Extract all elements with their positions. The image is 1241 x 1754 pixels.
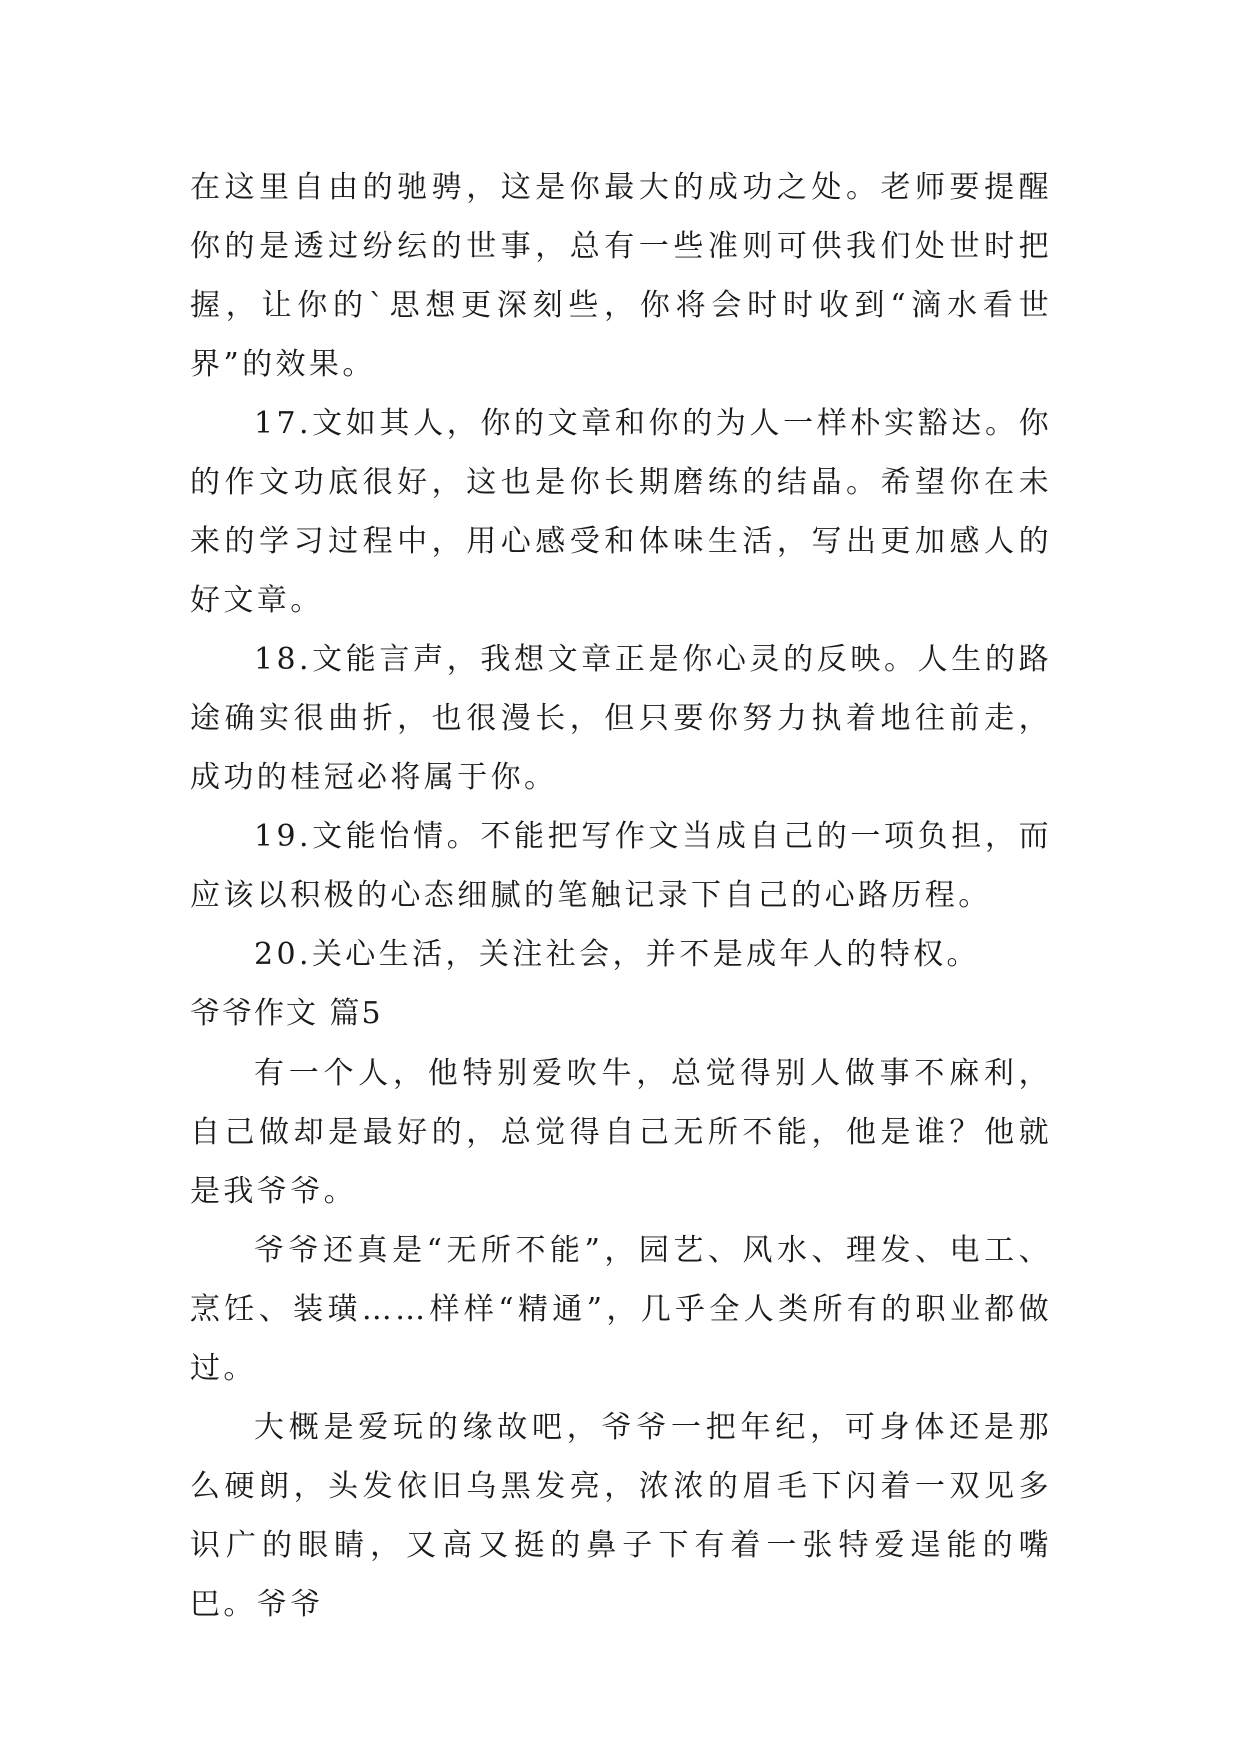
comment-19: 19.文能怡情。不能把写作文当成自己的一项负担，而应该以积极的心态细腻的笔触记录下自己的心路历程。 — [190, 819, 1052, 913]
essay-paragraph-2: 爷爷还真是“无所不能”，园艺、风水、理发、电工、烹饪、装璜……样样“精通”，几乎全人类所有的职业都做过。 — [190, 1233, 1052, 1386]
document-body — [190, 158, 1052, 1634]
essay-paragraph-3: 大概是爱玩的缘故吧，爷爷一把年纪，可身体还是那么硬朗，头发依旧乌黑发亮，浓浓的眉毛下闪着一双见多识广的眼睛，又高又挺的鼻子下有着一张特爱逞能的嘴巴。爷爷 — [190, 1410, 1052, 1622]
essay-heading: 爷爷作文 篇5 — [190, 996, 383, 1031]
comment-18: 18.文能言声，我想文章正是你心灵的反映。人生的路途确实很曲折，也很漫长，但只要你努力执着地往前走，成功的桂冠必将属于你。 — [190, 642, 1052, 795]
comment-17: 17.文如其人，你的文章和你的为人一样朴实豁达。你的作文功底很好，这也是你长期磨练的结晶。希望你在未来的学习过程中，用心感受和体味生活，写出更加感人的好文章。 — [190, 406, 1052, 618]
comment-20: 20.关心生活，关注社会，并不是成年人的特权。 — [254, 937, 980, 972]
paragraph-continuation: 在这里自由的驰骋，这是你最大的成功之处。老师要提醒你的是透过纷纭的世事，总有一些准则可供我们处世时把握，让你的`思想更深刻些，你将会时时收到“滴水看世界”的效果。 — [190, 170, 1052, 382]
essay-paragraph-1: 有一个人，他特别爱吹牛，总觉得别人做事不麻利，自己做却是最好的，总觉得自己无所不能，他是谁？他就是我爷爷。 — [190, 1056, 1052, 1209]
